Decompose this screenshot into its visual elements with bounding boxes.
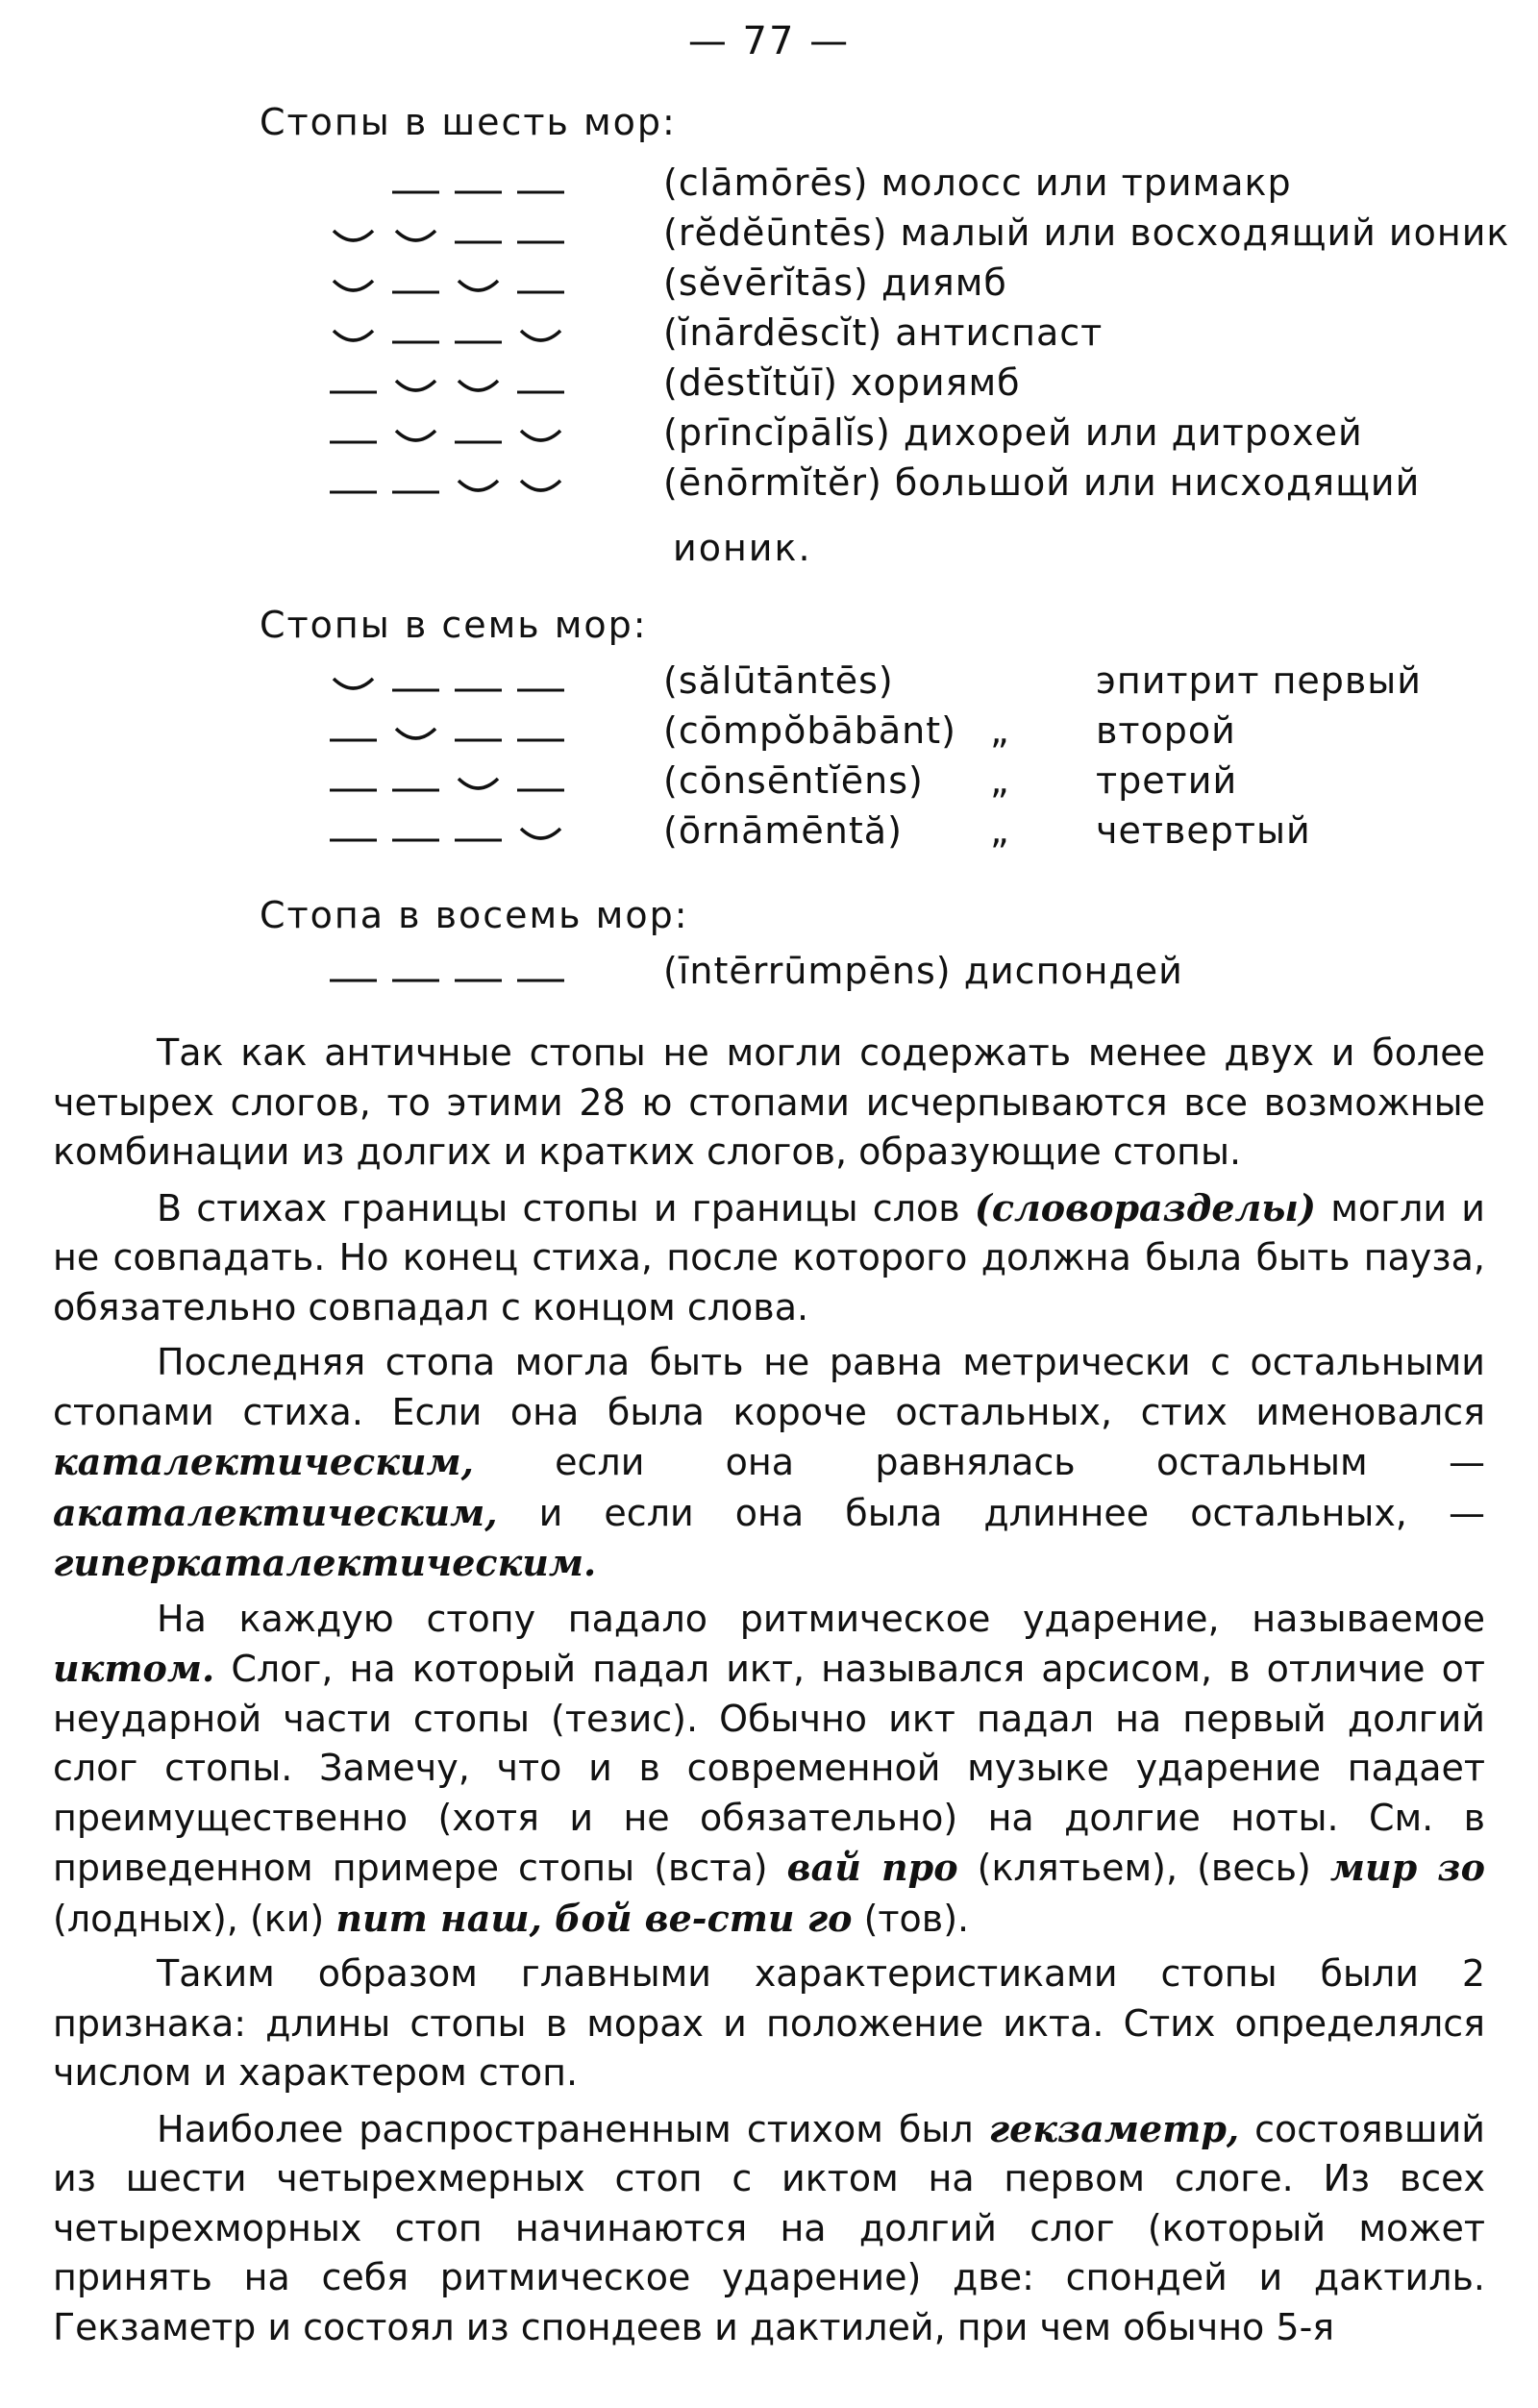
eight-mora-feet-list — [0, 950, 1538, 1000]
six-mora-continuation: ионик. — [673, 527, 812, 569]
foot-row — [0, 161, 1538, 211]
short-syllable-mark — [396, 431, 435, 440]
meter-scheme — [322, 217, 572, 256]
text-run: (тов). — [852, 1897, 970, 1940]
short-syllable-mark — [334, 679, 373, 688]
foot-latin-example: (sălūtāntēs) — [663, 659, 894, 702]
meter-scheme — [322, 167, 572, 206]
foot-row — [0, 659, 1538, 709]
short-syllable-mark — [459, 481, 498, 490]
six-mora-feet-list — [0, 161, 1538, 511]
meter-scheme — [322, 467, 572, 506]
text-run: состоявший из шести четырехмерных стоп с иктом на первом слоге. Из всех четырехморных стоп начинаются на долгий слог (который может принять на себя ритмическое ударение) две: спондей и дактиль. Гекзаметр и состоял из спондеев и дактилей, при чем обычно 5-я — [53, 2107, 1485, 2348]
foot-latin-example: (cōnsēntĭēns) — [663, 759, 924, 802]
short-syllable-mark — [396, 729, 435, 738]
paragraph — [53, 1338, 1485, 1589]
short-syllable-mark — [334, 281, 373, 290]
meter-scheme — [322, 815, 572, 854]
short-syllable-mark — [396, 231, 435, 240]
short-syllable-mark — [459, 381, 498, 390]
text-run: На каждую стопу падало ритмическое ударение, называемое — [157, 1597, 1485, 1640]
meter-scheme — [322, 317, 572, 356]
italic-term: вай про — [786, 1846, 958, 1889]
foot-row — [0, 311, 1538, 361]
short-syllable-mark — [334, 231, 373, 240]
foot-description: (īntērrūmpēns) диспондей — [663, 950, 1183, 992]
short-syllable-mark — [334, 331, 373, 340]
text-run: Слог, на который падал икт, назывался арсисом, в отличие от неударной части стопы (тезис). Обычно икт падал на первый долгий слог стопы. Замечу, что и в современной музыке ударение падает преимущественно (хотя и не обязательно) на долгие ноты. См. в приведенном примере стопы (вста) — [53, 1648, 1485, 1889]
page-number: — 77 — — [687, 19, 851, 63]
meter-scheme — [322, 956, 572, 994]
italic-term: пит наш, бой ве-сти го — [335, 1896, 853, 1940]
ditto-mark: „ — [990, 809, 1010, 852]
meter-scheme — [322, 765, 572, 804]
six-mora-heading: Стопы в шесть мор: — [260, 101, 677, 143]
foot-row — [0, 461, 1538, 511]
foot-latin-example: (cōmpŏbābānt) — [663, 709, 956, 752]
meter-scheme — [322, 715, 572, 754]
italic-term: мир зо — [1329, 1846, 1486, 1889]
short-syllable-mark — [459, 281, 498, 290]
text-run: Наиболее распространенным стихом был — [157, 2107, 989, 2150]
italic-term: (словоразделы) — [974, 1185, 1316, 1229]
meter-scheme — [322, 367, 572, 406]
short-syllable-mark — [521, 331, 560, 340]
foot-description: (sĕvērĭtās) диямб — [663, 261, 1007, 304]
short-syllable-mark — [521, 829, 560, 838]
foot-row — [0, 211, 1538, 261]
paragraph — [53, 1183, 1485, 1333]
short-syllable-mark — [459, 779, 498, 788]
paragraph — [53, 1029, 1485, 1178]
foot-description: (prīncĭpālĭs) дихорей или дитрохей — [663, 411, 1363, 454]
seven-mora-feet-table — [0, 659, 1538, 859]
text-run: если она равнялась остальным — — [473, 1441, 1485, 1483]
text-run: Так как античные стопы не могли содержать менее двух и более четырех слогов, то этими 28 ю стопами исчерпываются все возможные комбинации из долгих и кратких слогов, образующие стопы. — [53, 1031, 1485, 1173]
text-run: Таким образом главными характеристиками стопы были 2 признака: длины стопы в морах и положение икта. Стих определялся числом и характером стоп. — [53, 1952, 1485, 2094]
meter-scheme — [322, 417, 572, 456]
foot-description: (dēstĭtŭī) хориямб — [663, 361, 1021, 404]
italic-term: гиперкаталектическим. — [53, 1541, 597, 1584]
text-run: Последняя стопа могла быть не равна метрически с остальными стопами стиха. Если она была короче остальных, стих именовался — [53, 1341, 1485, 1433]
foot-latin-example: (ōrnāmēntă) — [663, 809, 903, 852]
short-syllable-mark — [521, 431, 560, 440]
text-run: и если она была длиннее остальных, — — [497, 1491, 1485, 1534]
foot-row — [0, 759, 1538, 809]
foot-ordinal-name: второй — [1096, 709, 1236, 752]
text-run: (клятьем), (весь) — [957, 1847, 1330, 1889]
short-syllable-mark — [396, 381, 435, 390]
paragraph — [53, 1595, 1485, 1945]
foot-row — [0, 950, 1538, 1000]
seven-mora-heading: Стопы в семь мор: — [260, 604, 648, 646]
foot-ordinal-name: третий — [1096, 759, 1238, 802]
italic-term: каталектическим, — [53, 1440, 474, 1483]
foot-row — [0, 261, 1538, 311]
ditto-mark: „ — [990, 709, 1010, 752]
foot-row — [0, 361, 1538, 411]
short-syllable-mark — [521, 481, 560, 490]
paragraph — [53, 2104, 1485, 2353]
text-run: (лодных), (ки) — [53, 1897, 336, 1940]
foot-row — [0, 411, 1538, 461]
italic-term: гекзаметр, — [988, 2106, 1240, 2150]
foot-description: (ĭnārdēscĭt) антиспаст — [663, 311, 1104, 354]
text-run: могли и не совпадать. Но конец стиха, после которого должна была быть пауза, обязательно совпадал с концом слова. — [53, 1186, 1485, 1328]
italic-term: иктом. — [53, 1647, 215, 1690]
foot-description: (clāmōrēs) молосс или тримакр — [663, 161, 1292, 204]
italic-term: акаталектическим, — [53, 1490, 498, 1534]
eight-mora-heading: Стопа в восемь мор: — [260, 894, 689, 936]
meter-scheme — [322, 665, 572, 704]
text-run: В стихах границы стопы и границы слов — [157, 1186, 975, 1229]
body-text — [53, 1029, 1485, 2352]
foot-description: (rĕdĕūntēs) малый или восходящий ионик — [663, 211, 1510, 254]
meter-scheme — [322, 267, 572, 306]
foot-row — [0, 709, 1538, 759]
paragraph — [53, 1949, 1485, 2098]
foot-row — [0, 809, 1538, 859]
foot-ordinal-name: четвертый — [1096, 809, 1311, 852]
foot-description: (ēnōrmĭtĕr) большой или нисходящий — [663, 461, 1421, 504]
foot-ordinal-name: эпитрит первый — [1096, 659, 1423, 702]
ditto-mark: „ — [990, 759, 1010, 802]
